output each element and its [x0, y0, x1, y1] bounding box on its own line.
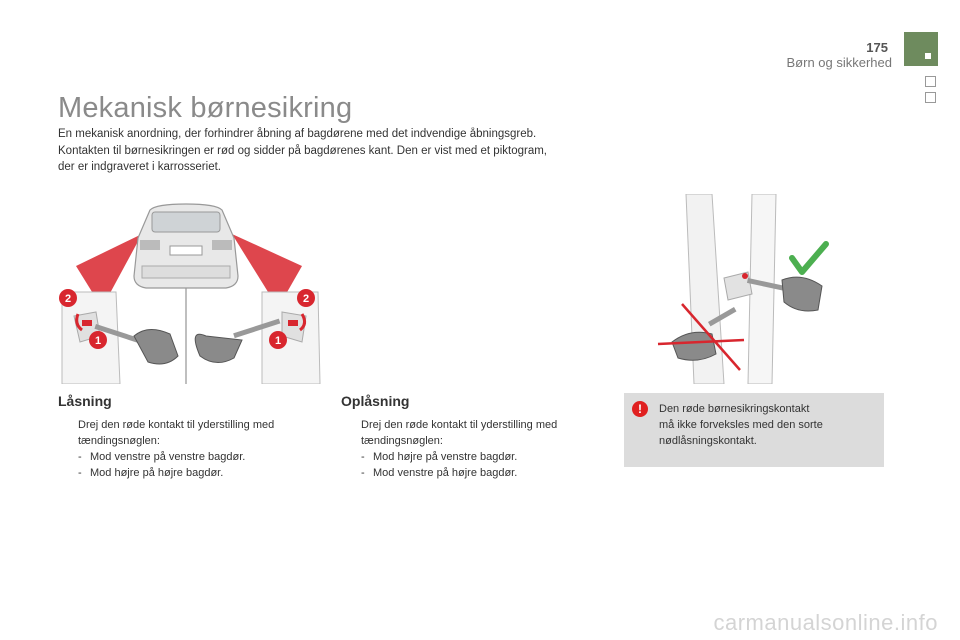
locking-instructions: [58, 417, 318, 481]
chapter-tab-marker: [925, 53, 931, 59]
unlocking-bullet: [341, 417, 601, 449]
warning-line-2: må ikke forveksles med den sorte: [659, 419, 823, 431]
unlocking-sub-2: - Mod venstre på højre bagdør.: [361, 467, 518, 479]
svg-text:1: 1: [274, 335, 282, 347]
locking-heading: Låsning: [58, 393, 112, 409]
car-rear-icon: [134, 204, 238, 288]
step-2-badge-left: [59, 289, 77, 307]
locking-bullet: [58, 417, 318, 449]
chapter-tab: [904, 32, 938, 66]
svg-text:2: 2: [302, 293, 310, 305]
step-1-badge-left: [89, 331, 107, 349]
unlocking-sub-1: - Mod højre på venstre bagdør.: [361, 451, 518, 463]
unlocking-sub-2-text: Mod venstre på højre bagdør.: [373, 467, 518, 479]
svg-text:2: 2: [64, 293, 72, 305]
locking-sub-2-text: Mod højre på højre bagdør.: [90, 467, 224, 479]
key-usage-illustration: [652, 194, 842, 384]
warning-line-3: nødlåsningskontakt.: [659, 435, 757, 447]
warning-text: [659, 401, 874, 449]
intro-line-1: En mekanisk anordning, der forhindrer åbning af bagdørene med det indvendige åbningsgreb.: [58, 128, 537, 140]
page-title: Mekanisk børnesikring: [58, 92, 353, 124]
unlocking-sub-1-text: Mod højre på venstre bagdør.: [373, 451, 518, 463]
warning-icon: !: [632, 401, 648, 417]
step-1-badge-right: [269, 331, 287, 349]
intro-line-3: der er indgraveret i karrosseriet.: [58, 161, 221, 173]
chapter-box-2: [925, 92, 936, 103]
step-2-badge-right: [297, 289, 315, 307]
unlocking-heading: Oplåsning: [341, 393, 410, 409]
svg-text:1: 1: [94, 335, 102, 347]
locking-bullet-line-1: Drej den røde kontakt til yderstilling med: [78, 419, 275, 431]
unlocking-instructions: [341, 417, 601, 481]
intro-text: [58, 126, 618, 176]
locking-sub-1: - Mod venstre på venstre bagdør.: [78, 451, 246, 463]
warning-line-1: Den røde børnesikringskontakt: [659, 403, 810, 415]
unlocking-bullet-line-2: tændingsnøglen:: [361, 435, 443, 447]
locking-sub-1-text: Mod venstre på venstre bagdør.: [90, 451, 246, 463]
page-number: 175: [866, 40, 888, 55]
warning-box: [624, 393, 884, 467]
locking-bullet-line-2: tændingsnøglen:: [78, 435, 160, 447]
locking-sub-2: - Mod højre på højre bagdør.: [78, 467, 224, 479]
watermark: carmanualsonline.info: [713, 610, 938, 635]
child-lock-doors-illustration: [56, 196, 326, 384]
chapter-box-1: [925, 76, 936, 87]
intro-line-2: Kontakten til børnesikringen er rød og sidder på bagdørenes kant. Den er vist med et piktogram,: [58, 144, 547, 157]
unlocking-bullet-line-1: Drej den røde kontakt til yderstilling med: [361, 419, 558, 431]
section-title: Børn og sikkerhed: [786, 55, 892, 70]
